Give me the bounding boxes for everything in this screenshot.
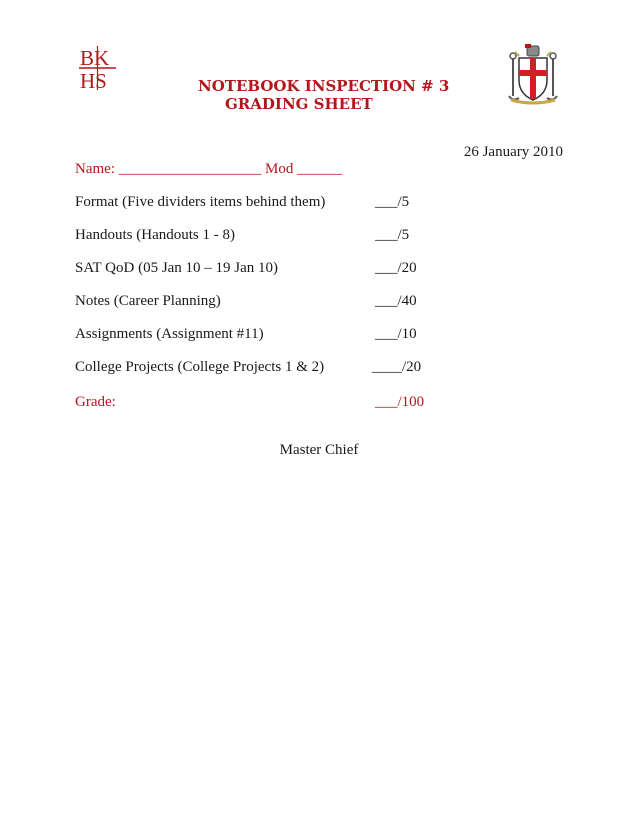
row-score: ___/20	[375, 260, 417, 276]
svg-text:BK: BK	[80, 46, 110, 70]
row-label: Notes (Career Planning)	[75, 293, 221, 309]
grade-label: Grade:	[75, 394, 116, 410]
row-score: ___/10	[375, 326, 417, 342]
row-score: ___/5	[375, 227, 410, 243]
row-label: Format (Five dividers items behind them)	[75, 194, 326, 210]
svg-text:HS: HS	[80, 69, 107, 90]
page-title: NOTEBOOK INSPECTION # 3	[198, 77, 450, 95]
document-date: 26 January 2010	[463, 144, 563, 160]
row-score: ____/20	[372, 359, 422, 375]
row-label: Handouts (Handouts 1 - 8)	[75, 227, 235, 243]
row-score: ___/5	[375, 194, 410, 210]
page-subtitle: GRADING SHEET	[225, 95, 373, 113]
signature: Master Chief	[279, 442, 359, 458]
grade-score: ___/100	[375, 394, 425, 410]
row-score: ___/40	[375, 293, 417, 309]
row-label: Assignments (Assignment #11)	[75, 326, 264, 342]
name-mod-field: Name: ___________________ Mod ______	[75, 161, 343, 177]
row-label: College Projects (College Projects 1 & 2)	[75, 359, 325, 375]
row-label: SAT QoD (05 Jan 10 – 19 Jan 10)	[75, 260, 279, 276]
